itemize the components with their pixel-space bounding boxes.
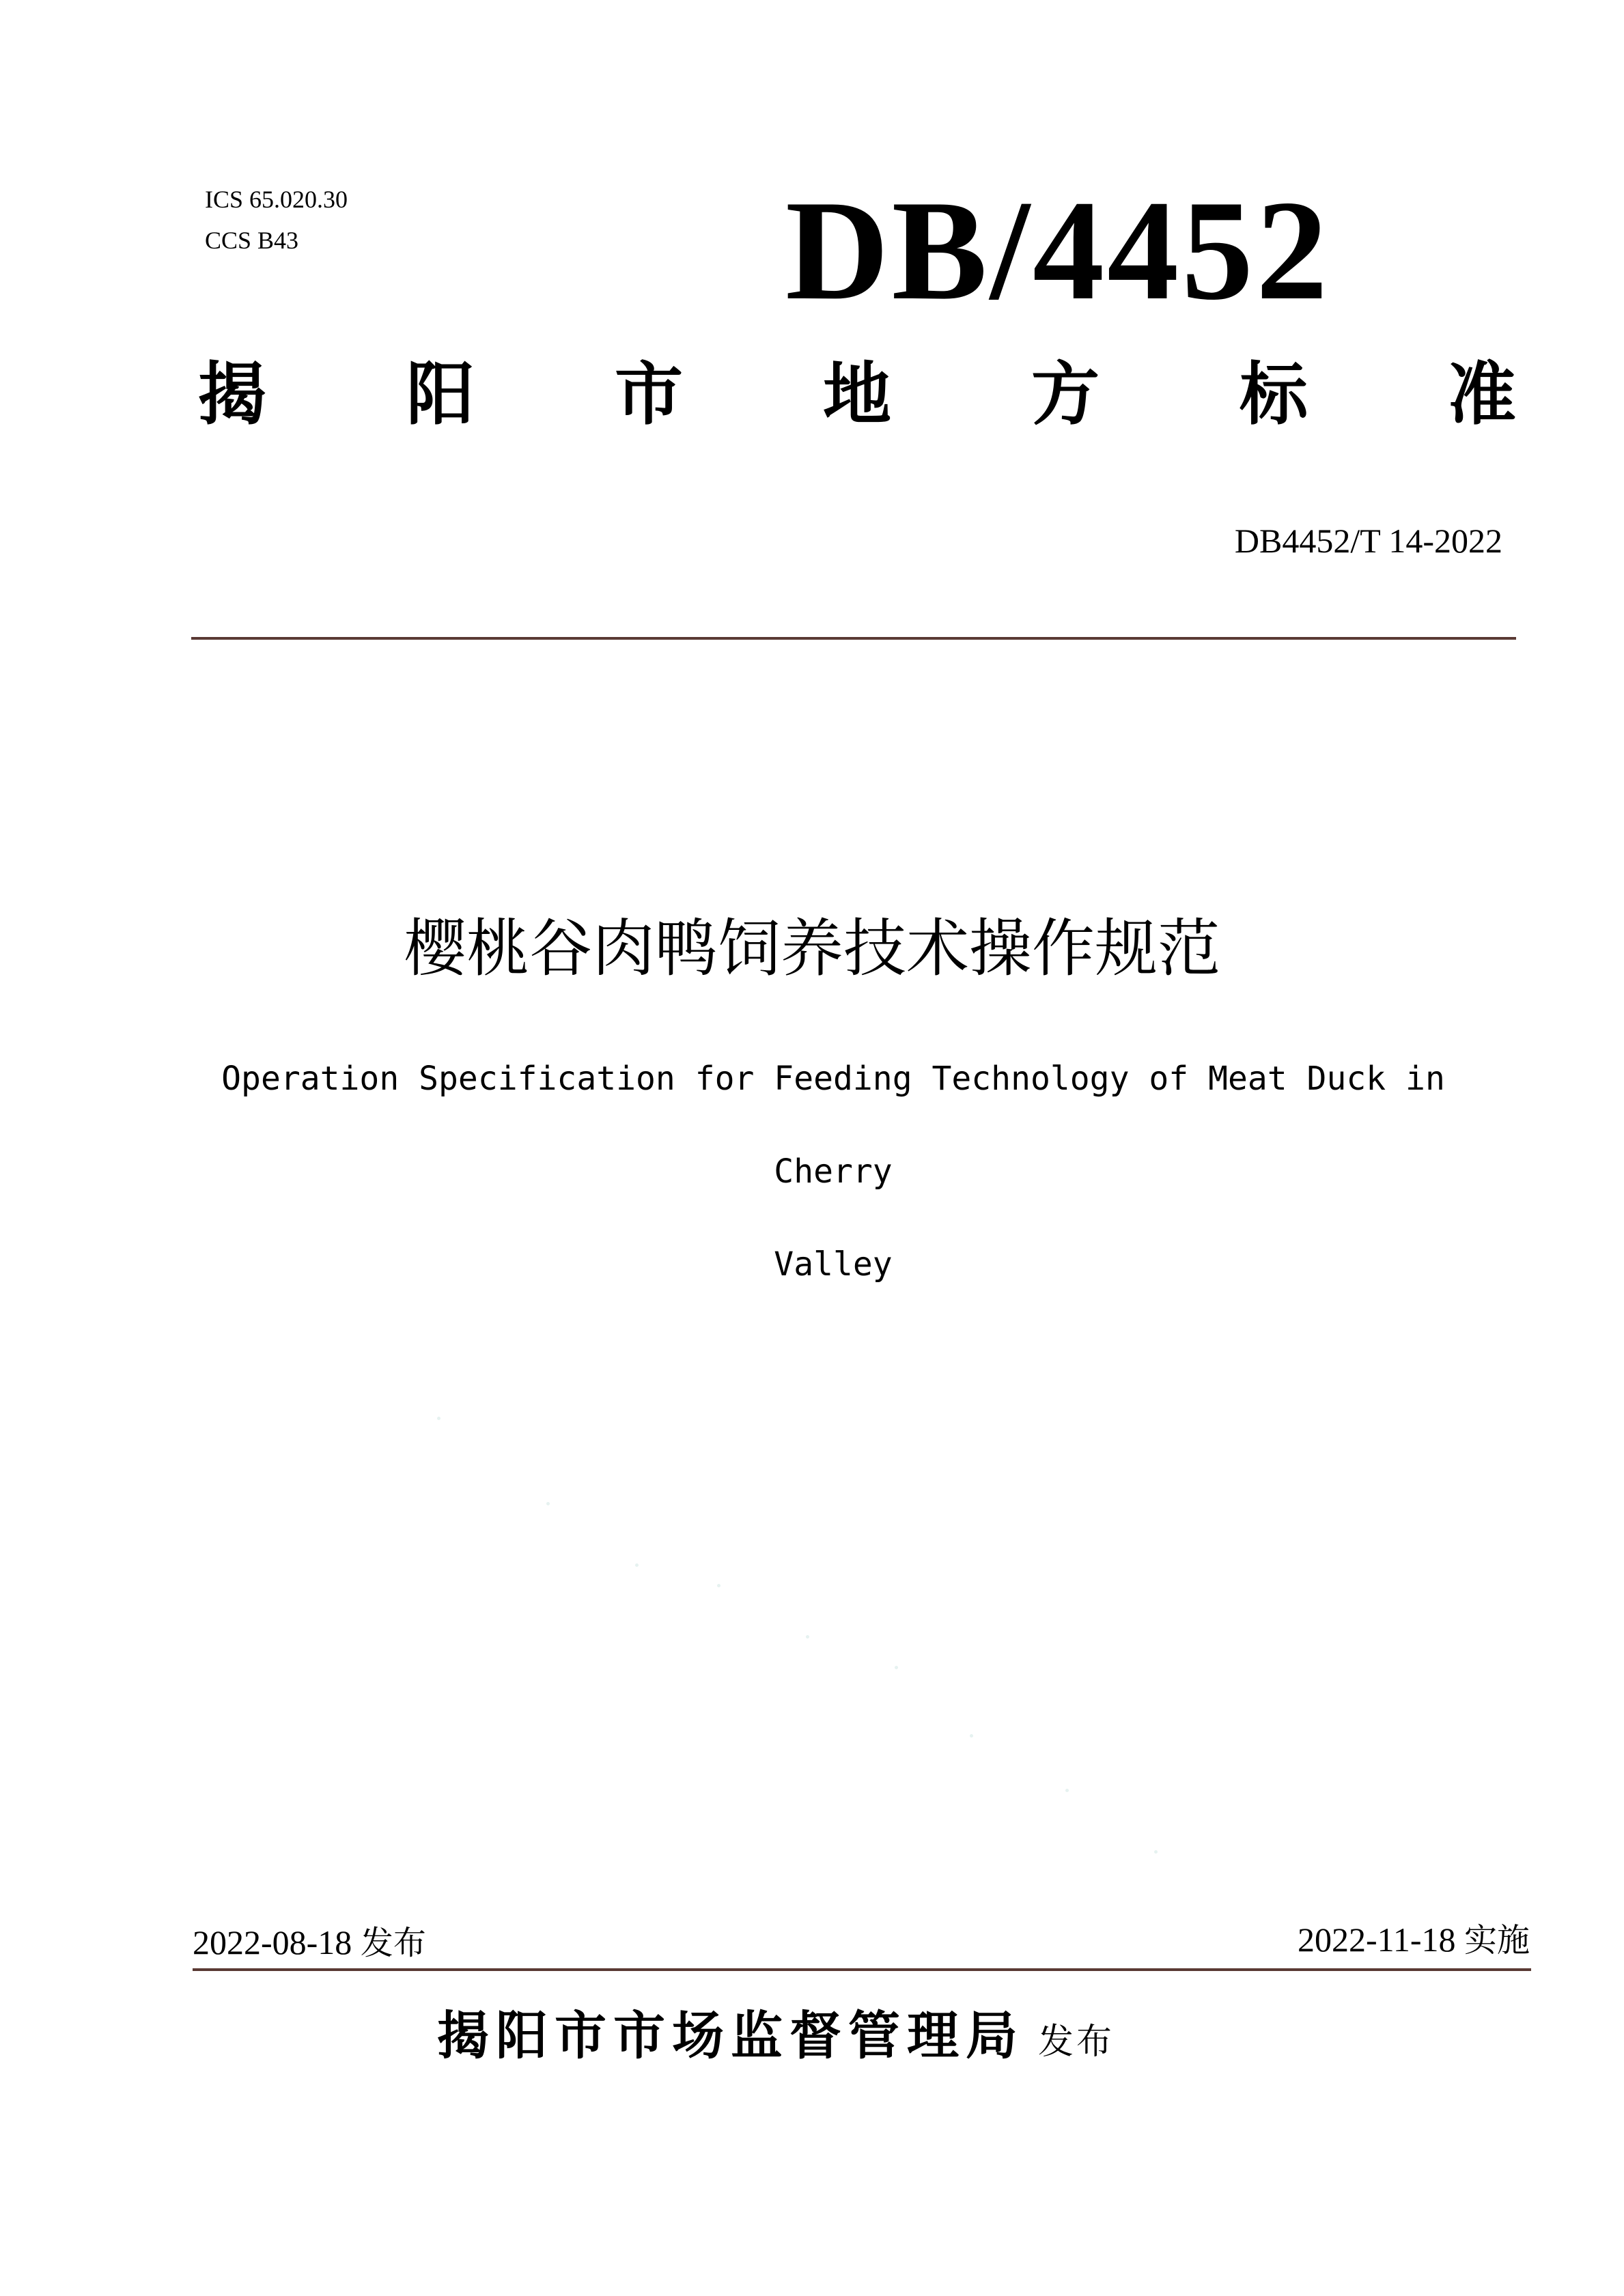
issue-label: 发布 bbox=[360, 1924, 426, 1962]
scan-speck bbox=[717, 1584, 720, 1587]
scan-speck bbox=[437, 1417, 440, 1420]
publisher-suffix: 发布 bbox=[1038, 2022, 1115, 2063]
standard-type-char: 地 bbox=[823, 354, 891, 434]
standard-type-char: 阳 bbox=[406, 354, 475, 434]
standard-type-char: 揭 bbox=[198, 354, 266, 434]
implement-label: 实施 bbox=[1464, 1921, 1530, 1959]
implement-date: 2022-11-18 bbox=[1298, 1921, 1456, 1959]
document-title-chinese: 樱桃谷肉鸭饲养技术操作规范 bbox=[403, 912, 1220, 985]
classification-codes bbox=[205, 179, 348, 261]
implement-date-line bbox=[1147, 1916, 1530, 1964]
scan-speck bbox=[895, 1666, 898, 1669]
header-divider bbox=[191, 637, 1516, 640]
standard-type-char: 市 bbox=[615, 354, 683, 434]
standard-type-heading bbox=[198, 354, 1516, 436]
issue-date: 2022-08-18 bbox=[193, 1923, 352, 1961]
title-english-line: Operation Specification for Feeding Technology of Meat Duck in Cherry bbox=[221, 1060, 1445, 1191]
scan-speck bbox=[1065, 1789, 1069, 1792]
ccs-code: CCS B43 bbox=[205, 227, 299, 254]
standard-number: DB4452/T 14-2022 bbox=[1234, 522, 1502, 560]
footer-divider bbox=[193, 1968, 1531, 1971]
issue-date-line bbox=[193, 1918, 426, 1967]
scan-speck bbox=[635, 1563, 639, 1567]
publisher-line bbox=[437, 1995, 1325, 2091]
standard-type-char: 标 bbox=[1240, 354, 1308, 434]
title-english-line: Valley bbox=[774, 1245, 893, 1284]
ics-code: ICS 65.020.30 bbox=[205, 186, 348, 213]
publisher-org: 揭阳市市场监督管理局 bbox=[437, 2005, 1024, 2066]
scan-speck bbox=[1154, 1850, 1158, 1854]
scan-speck bbox=[970, 1734, 973, 1738]
document-title-english bbox=[164, 1032, 1502, 1311]
standard-code: DB/4452 bbox=[785, 171, 1331, 330]
standard-type-char: 准 bbox=[1448, 354, 1516, 434]
standard-type-char: 方 bbox=[1031, 354, 1100, 434]
scan-speck bbox=[546, 1502, 550, 1505]
scan-speck bbox=[806, 1635, 809, 1639]
